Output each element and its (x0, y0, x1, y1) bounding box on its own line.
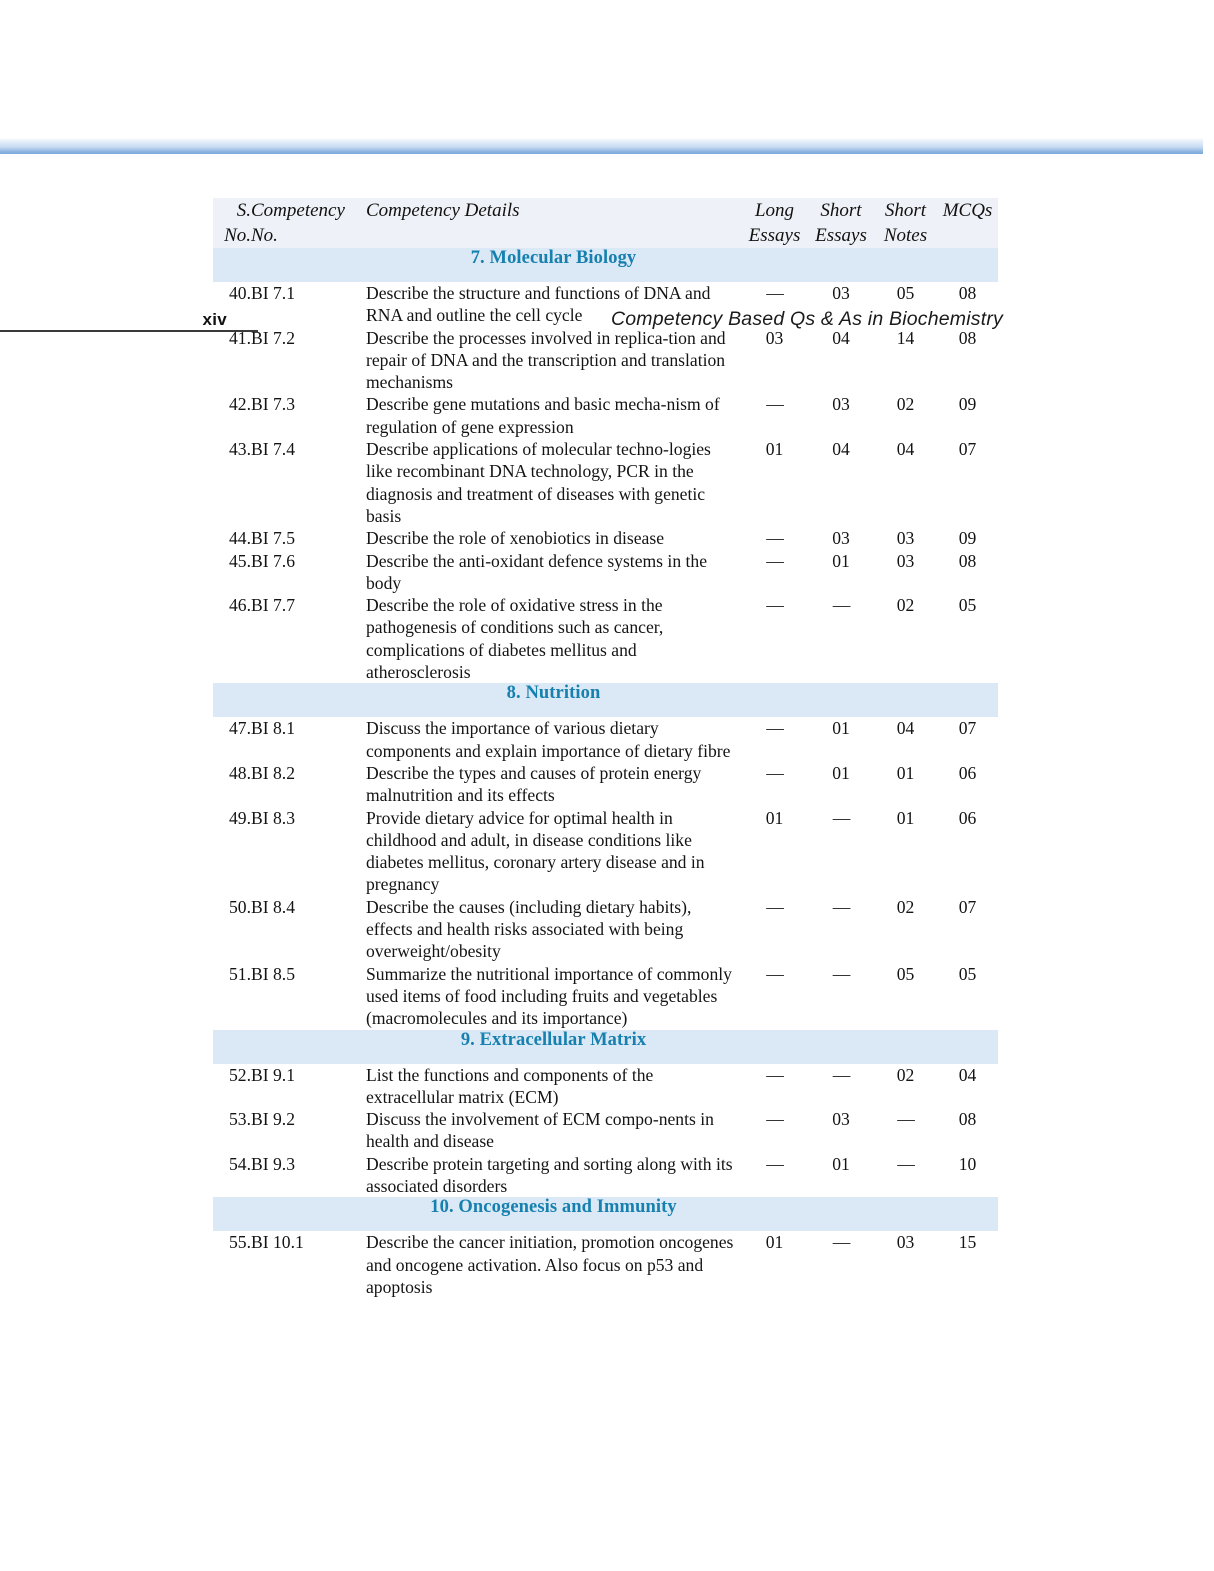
cell-competency-no: BI 8.2 (251, 762, 295, 783)
cell-mcqs: 05 (958, 963, 977, 984)
cell-short-essays: 03 (832, 528, 850, 549)
table-row (213, 327, 998, 394)
competency-table (213, 198, 998, 1308)
section-band-cell (213, 1197, 251, 1231)
cell-mcqs: 07 (958, 439, 977, 460)
table-tail-cell (741, 1298, 808, 1308)
section-band-cell (937, 248, 998, 282)
cell-long-essays: — (766, 550, 783, 571)
cell-short-essays: 03 (832, 283, 850, 303)
cell-s-no: 43. (229, 439, 251, 460)
cell-mcqs: 06 (958, 807, 977, 828)
cell-long-essays: — (766, 963, 783, 984)
cell-short-notes: — (897, 1153, 914, 1174)
section-header-row (213, 683, 998, 717)
section-band-cell (874, 683, 937, 717)
section-band-cell (808, 1030, 874, 1064)
cell-mcqs: 10 (958, 1153, 977, 1174)
cell-short-notes: 04 (896, 718, 915, 739)
cell-short-notes: 05 (896, 283, 915, 303)
section-band-cell (741, 1030, 808, 1064)
cell-mcqs: 05 (958, 595, 977, 616)
table-tail-cell (213, 1298, 251, 1308)
table-row (213, 1231, 998, 1298)
cell-competency-no: BI 9.3 (251, 1153, 295, 1174)
running-title: Competency Based Qs & As in Biochemistry (610, 308, 1003, 330)
cell-s-no: 41. (229, 327, 251, 348)
column-header-line2: Essays (815, 225, 867, 246)
cell-mcqs: 15 (958, 1232, 977, 1253)
cell-short-essays: — (832, 595, 850, 616)
cell-s-no: 55. (229, 1232, 251, 1253)
table-row (213, 393, 998, 438)
column-header-line1: MCQs (942, 200, 993, 221)
column-header-line2: No. (251, 225, 278, 246)
table-head (213, 198, 998, 248)
table-row (213, 282, 998, 327)
cell-competency-no: BI 10.1 (251, 1232, 304, 1253)
cell-competency-details: Describe the role of oxidative stress in the pathogenesis of conditions such as cancer, complications of diabetes mellitus and atherosclerosis (366, 595, 664, 683)
cell-long-essays: — (766, 595, 783, 616)
section-title: 10. Oncogenesis and Immunity (366, 1197, 741, 1231)
cell-mcqs: 09 (958, 528, 977, 549)
cell-competency-details: Describe the anti-oxidant defence systems in the body (366, 550, 708, 593)
cell-competency-details: Describe the processes involved in replica-tion and repair of DNA and the transcription and translation mechanisms (366, 327, 726, 393)
column-header-line2: Essays (748, 225, 801, 246)
cell-long-essays: 01 (765, 439, 784, 460)
cell-long-essays: — (766, 283, 783, 303)
cell-long-essays: 01 (765, 1232, 784, 1253)
table-tail-cell (808, 1298, 874, 1308)
section-title: 9. Extracellular Matrix (366, 1030, 741, 1064)
cell-competency-details: Discuss the involvement of ECM compo-nents in health and disease (366, 1109, 714, 1152)
cell-short-essays: — (832, 807, 850, 828)
cell-short-essays: 01 (832, 762, 850, 783)
section-band-cell (251, 1030, 366, 1064)
cell-short-essays: — (832, 896, 850, 917)
cell-short-essays: 01 (832, 718, 850, 739)
cell-long-essays: — (766, 762, 783, 783)
cell-competency-no: BI 8.4 (251, 896, 295, 917)
cell-competency-no: BI 7.7 (251, 595, 295, 616)
cell-s-no: 46. (229, 595, 251, 616)
cell-long-essays: — (766, 718, 783, 739)
section-band-cell (808, 1197, 874, 1231)
cell-competency-details: Provide dietary advice for optimal health in childhood and adult, in disease conditions like diabetes mellitus, coronary artery disease and in pregnancy (366, 807, 705, 895)
cell-long-essays: — (766, 1153, 783, 1174)
table-tail-cell (251, 1298, 366, 1308)
cell-competency-details: Describe applications of molecular techno-logies like recombinant DNA technology, PCR in the diagnosis and treatment of diseases with genetic basis (366, 439, 711, 526)
table-row (213, 550, 998, 595)
section-band-cell (874, 1197, 937, 1231)
cell-s-no: 44. (229, 528, 251, 549)
cell-competency-details: Describe the cancer initiation, promotion oncogenes and oncogene activation. Also focus on p53 and apoptosis (366, 1232, 734, 1297)
table-tail-cell (937, 1298, 998, 1308)
page-number: xiv (0, 310, 258, 332)
cell-short-essays: — (832, 963, 850, 984)
section-header-row (213, 1197, 998, 1231)
cell-s-no: 51. (229, 963, 251, 984)
section-band-cell (251, 683, 366, 717)
table-row (213, 1153, 998, 1198)
cell-competency-no: BI 8.1 (251, 718, 295, 739)
section-band-cell (213, 683, 251, 717)
section-title: 7. Molecular Biology (366, 248, 741, 282)
table-row (213, 963, 998, 1030)
column-header-s-no (213, 198, 251, 248)
section-band-cell (251, 1197, 366, 1231)
column-header-mcqs (937, 198, 998, 248)
section-band-cell (874, 1030, 937, 1064)
cell-long-essays: — (766, 1109, 783, 1130)
section-band-cell (741, 248, 808, 282)
cell-short-notes: 04 (896, 439, 915, 460)
table-row (213, 896, 998, 963)
cell-competency-details: Describe gene mutations and basic mecha-nism of regulation of gene expression (366, 394, 720, 437)
cell-competency-no: BI 7.2 (251, 327, 295, 348)
cell-short-essays: 01 (832, 550, 850, 571)
section-band-cell (808, 248, 874, 282)
cell-competency-details: Describe the structure and functions of DNA and RNA and outline the cell cycle (366, 283, 711, 326)
cell-competency-details: Describe the types and causes of protein energy malnutrition and its effects (366, 762, 702, 806)
cell-mcqs: 08 (958, 1109, 977, 1130)
cell-short-notes: — (897, 1109, 914, 1130)
cell-s-no: 49. (229, 807, 251, 828)
cell-mcqs: 09 (958, 394, 977, 415)
column-header-line1: Short (884, 200, 927, 221)
cell-long-essays: 01 (765, 807, 784, 828)
cell-short-essays: 04 (832, 439, 850, 460)
cell-competency-details: Describe the causes (including dietary habits), effects and health risks associated with being overweight/obesity (366, 896, 692, 962)
cell-competency-details: Describe the role of xenobiotics in disease (366, 528, 665, 549)
section-title: 8. Nutrition (366, 683, 741, 717)
page-accent-band (0, 138, 1203, 154)
table-header-row (213, 198, 998, 248)
cell-long-essays: — (766, 1064, 783, 1085)
column-header-line2: No. (224, 225, 251, 246)
cell-s-no: 47. (229, 718, 251, 739)
column-header-line2: Notes (883, 225, 928, 246)
cell-short-essays: 03 (832, 1109, 850, 1130)
column-header-line1: Short (820, 200, 862, 221)
cell-mcqs: 07 (958, 718, 977, 739)
cell-competency-no: BI 8.3 (251, 807, 295, 828)
cell-s-no: 48. (229, 762, 251, 783)
cell-competency-details: Summarize the nutritional importance of commonly used items of food including fruits and vegetables (macromolecules and its importance) (366, 963, 732, 1029)
cell-long-essays: — (766, 394, 783, 415)
section-band-cell (251, 248, 366, 282)
cell-s-no: 52. (229, 1064, 251, 1085)
cell-short-notes: 02 (896, 595, 915, 616)
table-row (213, 807, 998, 896)
table-body (213, 248, 998, 1308)
section-band-cell (741, 683, 808, 717)
table-row (213, 717, 998, 762)
cell-short-notes: 03 (896, 1232, 915, 1253)
cell-short-notes: 05 (896, 963, 915, 984)
table-row (213, 1064, 998, 1109)
cell-competency-no: BI 7.3 (251, 394, 295, 415)
table-row (213, 594, 998, 683)
cell-competency-no: BI 9.2 (251, 1109, 295, 1130)
table-tail-cell (874, 1298, 937, 1308)
cell-competency-no: BI 8.5 (251, 963, 295, 984)
column-header-long-essays (741, 198, 808, 248)
section-band-cell (874, 248, 937, 282)
cell-short-notes: 01 (896, 807, 915, 828)
cell-s-no: 40. (229, 283, 251, 303)
column-header-line1: Competency Details (366, 200, 520, 221)
cell-short-essays: 01 (832, 1153, 850, 1174)
table-row (213, 1108, 998, 1153)
cell-short-notes: 01 (896, 762, 915, 783)
section-band-cell (213, 1030, 251, 1064)
section-band-cell (937, 1197, 998, 1231)
cell-competency-no: BI 7.6 (251, 550, 295, 571)
cell-short-essays: 04 (832, 327, 850, 348)
cell-competency-no: BI 7.5 (251, 528, 295, 549)
cell-mcqs: 04 (958, 1064, 977, 1085)
cell-mcqs: 08 (958, 283, 977, 303)
cell-mcqs: 06 (958, 762, 977, 783)
cell-short-notes: 02 (896, 1064, 915, 1085)
cell-competency-no: BI 7.4 (251, 439, 295, 460)
cell-s-no: 50. (229, 896, 251, 917)
section-band-cell (937, 1030, 998, 1064)
cell-competency-details: Describe protein targeting and sorting along with its associated disorders (366, 1153, 733, 1196)
column-header-line1: Competency (251, 200, 345, 221)
cell-s-no: 42. (229, 394, 251, 415)
cell-s-no: 45. (229, 550, 251, 571)
table-tail-spacer (213, 1298, 998, 1308)
cell-competency-details: Discuss the importance of various dietary components and explain importance of dietary fibre (366, 718, 731, 761)
cell-mcqs: 07 (958, 896, 977, 917)
cell-short-notes: 03 (896, 528, 915, 549)
cell-short-notes: 14 (896, 327, 915, 348)
column-header-short-essays (808, 198, 874, 248)
cell-s-no: 53. (229, 1109, 251, 1130)
cell-short-essays: 03 (832, 394, 850, 415)
table-row (213, 762, 998, 807)
cell-short-notes: 02 (896, 394, 915, 415)
table-row (213, 438, 998, 527)
cell-long-essays: 03 (765, 327, 784, 348)
cell-mcqs: 08 (958, 550, 977, 571)
cell-competency-no: BI 9.1 (251, 1064, 295, 1085)
table-row (213, 527, 998, 549)
section-header-row (213, 248, 998, 282)
cell-short-essays: — (832, 1064, 850, 1085)
cell-long-essays: — (766, 896, 783, 917)
cell-competency-no: BI 7.1 (251, 283, 295, 303)
column-header-short-notes (874, 198, 937, 248)
column-header-competency-details (366, 198, 741, 248)
section-header-row (213, 1030, 998, 1064)
section-band-cell (937, 683, 998, 717)
column-header-line1: S. (236, 200, 251, 221)
cell-short-notes: 03 (896, 550, 915, 571)
table-tail-cell (366, 1298, 741, 1308)
section-band-cell (808, 683, 874, 717)
column-header-competency-no (251, 198, 366, 248)
column-header-line1: Long (754, 200, 795, 221)
cell-short-essays: — (832, 1232, 850, 1253)
cell-short-notes: 02 (896, 896, 915, 917)
cell-long-essays: — (766, 528, 783, 549)
cell-mcqs: 08 (958, 327, 977, 348)
cell-s-no: 54. (229, 1153, 251, 1174)
cell-competency-details: List the functions and components of the extracellular matrix (ECM) (366, 1064, 654, 1107)
section-band-cell (213, 248, 251, 282)
section-band-cell (741, 1197, 808, 1231)
